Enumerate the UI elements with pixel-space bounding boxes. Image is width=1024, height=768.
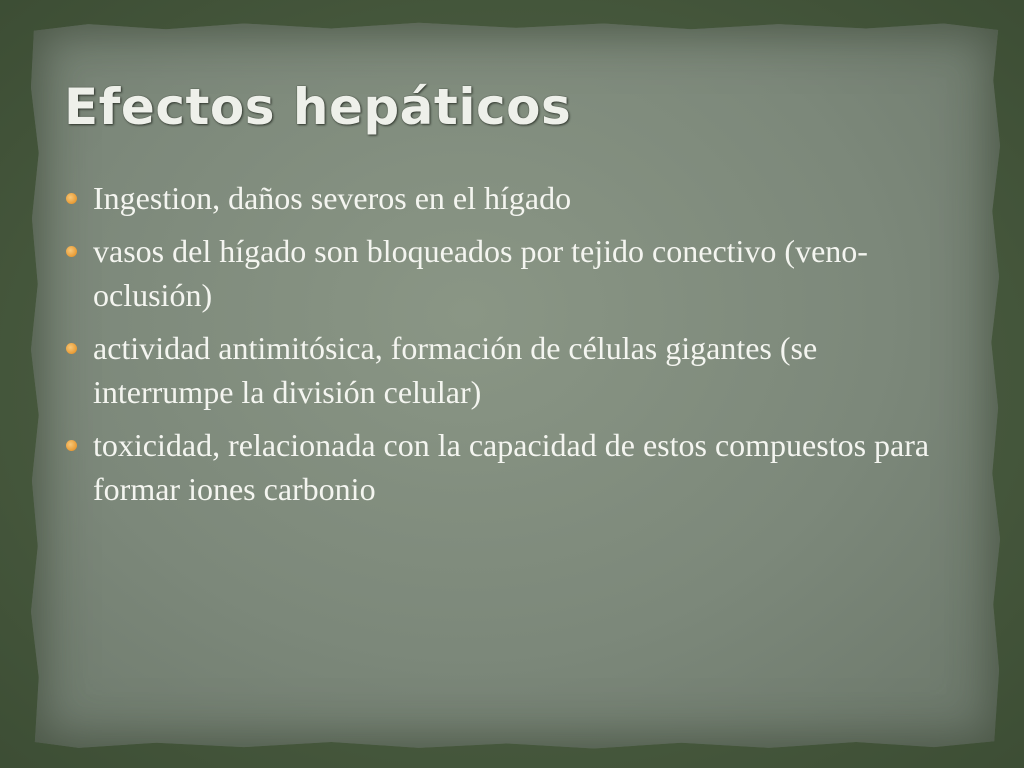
list-item [66,176,946,220]
list-item [66,423,946,511]
list-item [66,229,946,317]
bullet-dot-icon [66,246,77,257]
list-item [66,326,946,414]
bullet-dot-icon [66,343,77,354]
bullet-list [66,176,946,520]
bullet-dot-icon [66,193,77,204]
bullet-text: toxicidad, relacionada con la capacidad de estos compuestos para formar iones carbonio [93,427,930,507]
bullet-text: Ingestion, daños severos en el hígado [93,180,572,216]
bullet-dot-icon [66,440,77,451]
bullet-text: actividad antimitósica, formación de células gigantes (se interrumpe la división celular) [93,330,818,410]
slide-title: Efectos hepáticos [64,78,572,136]
bullet-text: vasos del hígado son bloqueados por tejido conectivo (veno-oclusión) [93,233,868,313]
